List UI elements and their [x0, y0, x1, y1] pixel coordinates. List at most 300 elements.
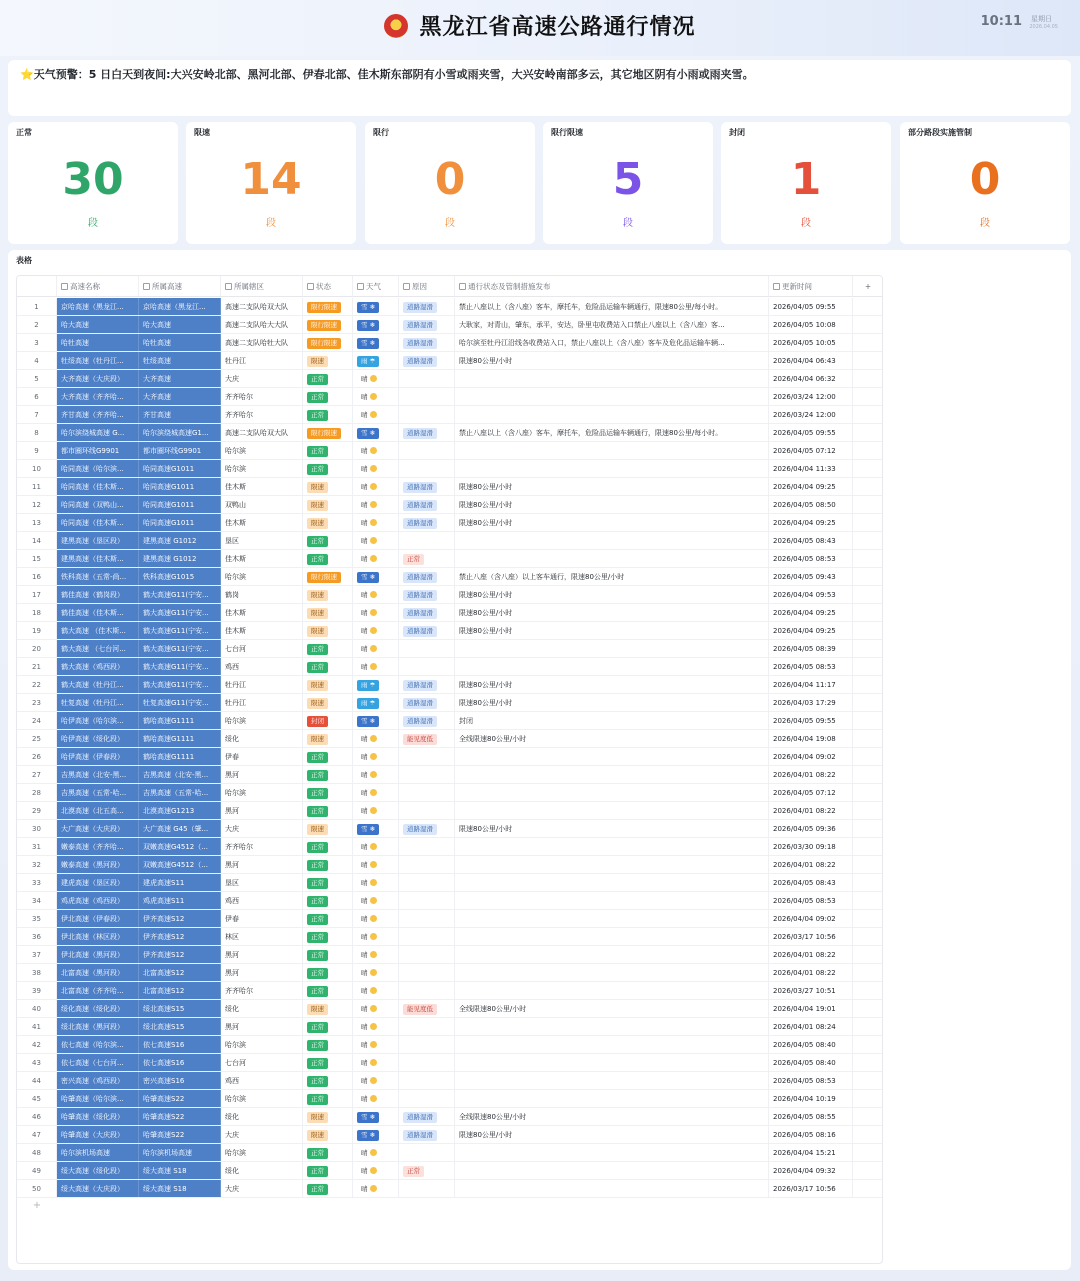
update-time-cell[interactable]: 2026/04/04 19:08: [769, 730, 853, 747]
status-cell[interactable]: [303, 604, 353, 621]
jurisdiction-cell[interactable]: 哈尔滨: [221, 442, 303, 459]
jurisdiction-cell[interactable]: 高速二支队哈大大队: [221, 316, 303, 333]
row-number-cell[interactable]: 40: [17, 1000, 57, 1017]
highway-name-cell[interactable]: 铁科高速（五常-尚...: [57, 568, 139, 585]
highway-name-cell[interactable]: 鹤大高速（牡丹江...: [57, 676, 139, 693]
status-cell[interactable]: [303, 856, 353, 873]
highway-name-cell[interactable]: 鹤佳高速（鹤岗段）: [57, 586, 139, 603]
update-time-cell[interactable]: 2026/04/05 07:12: [769, 442, 853, 459]
traffic-notice-cell[interactable]: [455, 982, 769, 999]
weather-cell[interactable]: [353, 1126, 399, 1143]
reason-cell[interactable]: [399, 622, 455, 639]
update-time-cell[interactable]: 2026/04/05 10:05: [769, 334, 853, 351]
reason-cell[interactable]: [399, 316, 455, 333]
reason-cell[interactable]: [399, 856, 455, 873]
status-cell[interactable]: [303, 658, 353, 675]
parent-highway-cell[interactable]: 鹤大高速G11(宁安...: [139, 622, 221, 639]
traffic-notice-cell[interactable]: 限速80公里/小时: [455, 820, 769, 837]
header-weather[interactable]: [353, 276, 399, 296]
table-row[interactable]: [17, 676, 883, 694]
weather-cell[interactable]: [353, 694, 399, 711]
reason-cell[interactable]: [399, 964, 455, 981]
update-time-cell[interactable]: 2026/04/04 09:02: [769, 910, 853, 927]
status-cell[interactable]: [303, 424, 353, 441]
table-row[interactable]: [17, 442, 883, 460]
jurisdiction-cell[interactable]: 佳木斯: [221, 604, 303, 621]
table-row[interactable]: [17, 1126, 883, 1144]
jurisdiction-cell[interactable]: 黑河: [221, 946, 303, 963]
table-row[interactable]: [17, 586, 883, 604]
parent-highway-cell[interactable]: 伊齐高速S12: [139, 946, 221, 963]
parent-highway-cell[interactable]: 北富高速S12: [139, 964, 221, 981]
update-time-cell[interactable]: 2026/04/05 07:12: [769, 784, 853, 801]
jurisdiction-cell[interactable]: 七台河: [221, 640, 303, 657]
row-number-cell[interactable]: 46: [17, 1108, 57, 1125]
weather-cell[interactable]: [353, 334, 399, 351]
highway-name-cell[interactable]: 鹤大高速（鸡西段）: [57, 658, 139, 675]
traffic-notice-cell[interactable]: [455, 658, 769, 675]
highway-name-cell[interactable]: 哈同高速（佳木斯...: [57, 514, 139, 531]
traffic-notice-cell[interactable]: [455, 1072, 769, 1089]
reason-cell[interactable]: [399, 1036, 455, 1053]
parent-highway-cell[interactable]: 大齐高速: [139, 370, 221, 387]
row-number-cell[interactable]: 45: [17, 1090, 57, 1107]
highway-name-cell[interactable]: 哈牡高速: [57, 334, 139, 351]
reason-cell[interactable]: [399, 640, 455, 657]
traffic-notice-cell[interactable]: 限速80公里/小时: [455, 496, 769, 513]
row-number-cell[interactable]: 16: [17, 568, 57, 585]
row-number-cell[interactable]: 8: [17, 424, 57, 441]
reason-cell[interactable]: [399, 514, 455, 531]
highway-name-cell[interactable]: 绥大高速（大庆段）: [57, 1180, 139, 1197]
weather-cell[interactable]: [353, 442, 399, 459]
parent-highway-cell[interactable]: 哈尔滨绕城高速G1...: [139, 424, 221, 441]
weather-cell[interactable]: [353, 1108, 399, 1125]
table-row[interactable]: [17, 532, 883, 550]
table-row[interactable]: [17, 892, 883, 910]
jurisdiction-cell[interactable]: 哈尔滨: [221, 1036, 303, 1053]
table-row[interactable]: [17, 658, 883, 676]
parent-highway-cell[interactable]: 吉黑高速（北安-黑...: [139, 766, 221, 783]
weather-cell[interactable]: [353, 298, 399, 315]
update-time-cell[interactable]: 2026/04/05 09:43: [769, 568, 853, 585]
parent-highway-cell[interactable]: 哈大高速: [139, 316, 221, 333]
reason-cell[interactable]: [399, 928, 455, 945]
parent-highway-cell[interactable]: 哈同高速G1011: [139, 478, 221, 495]
weather-cell[interactable]: [353, 820, 399, 837]
update-time-cell[interactable]: 2026/04/05 08:53: [769, 892, 853, 909]
weather-cell[interactable]: [353, 622, 399, 639]
parent-highway-cell[interactable]: 大齐高速: [139, 388, 221, 405]
table-row[interactable]: [17, 766, 883, 784]
status-cell[interactable]: [303, 496, 353, 513]
jurisdiction-cell[interactable]: 佳木斯: [221, 514, 303, 531]
update-time-cell[interactable]: 2026/04/04 09:32: [769, 1162, 853, 1179]
reason-cell[interactable]: [399, 982, 455, 999]
header-add-column[interactable]: [853, 276, 883, 296]
jurisdiction-cell[interactable]: 佳木斯: [221, 622, 303, 639]
table-row[interactable]: [17, 928, 883, 946]
weather-cell[interactable]: [353, 676, 399, 693]
highway-name-cell[interactable]: 北漠高速（北五高...: [57, 802, 139, 819]
table-row[interactable]: [17, 712, 883, 730]
reason-cell[interactable]: [399, 784, 455, 801]
weather-cell[interactable]: [353, 1000, 399, 1017]
highway-name-cell[interactable]: 绥大高速（绥化段）: [57, 1162, 139, 1179]
row-number-cell[interactable]: 44: [17, 1072, 57, 1089]
traffic-notice-cell[interactable]: 封闭: [455, 712, 769, 729]
status-cell[interactable]: [303, 784, 353, 801]
traffic-notice-cell[interactable]: 限速80公里/小时: [455, 622, 769, 639]
table-row[interactable]: [17, 352, 883, 370]
update-time-cell[interactable]: 2026/04/05 09:55: [769, 298, 853, 315]
row-number-cell[interactable]: 50: [17, 1180, 57, 1197]
table-row[interactable]: [17, 1036, 883, 1054]
header-row-number[interactable]: [17, 276, 57, 296]
highway-name-cell[interactable]: 北富高速（齐齐哈...: [57, 982, 139, 999]
traffic-notice-cell[interactable]: [455, 640, 769, 657]
parent-highway-cell[interactable]: 绥北高速S15: [139, 1000, 221, 1017]
row-number-cell[interactable]: 23: [17, 694, 57, 711]
highway-name-cell[interactable]: 鹤大高速 （佳木斯...: [57, 622, 139, 639]
weather-cell[interactable]: [353, 352, 399, 369]
reason-cell[interactable]: [399, 1000, 455, 1017]
update-time-cell[interactable]: 2026/04/04 10:19: [769, 1090, 853, 1107]
traffic-notice-cell[interactable]: 限速80公里/小时: [455, 514, 769, 531]
table-row[interactable]: [17, 1180, 883, 1198]
jurisdiction-cell[interactable]: 大庆: [221, 820, 303, 837]
row-number-cell[interactable]: 48: [17, 1144, 57, 1161]
status-cell[interactable]: [303, 820, 353, 837]
jurisdiction-cell[interactable]: 哈尔滨: [221, 460, 303, 477]
update-time-cell[interactable]: 2026/04/05 08:40: [769, 1036, 853, 1053]
status-cell[interactable]: [303, 676, 353, 693]
jurisdiction-cell[interactable]: 伊春: [221, 748, 303, 765]
traffic-notice-cell[interactable]: 哈尔滨至牡丹江沿线各收费站入口，禁止八座以上（含八座）客车及危化品运输车辆...: [455, 334, 769, 351]
table-row[interactable]: [17, 784, 883, 802]
reason-cell[interactable]: [399, 568, 455, 585]
jurisdiction-cell[interactable]: 黑河: [221, 1018, 303, 1035]
highway-name-cell[interactable]: 哈伊高速（绥化段）: [57, 730, 139, 747]
weather-cell[interactable]: [353, 424, 399, 441]
status-cell[interactable]: [303, 766, 353, 783]
parent-highway-cell[interactable]: 铁科高速G1015: [139, 568, 221, 585]
traffic-notice-cell[interactable]: [455, 1144, 769, 1161]
traffic-notice-cell[interactable]: [455, 388, 769, 405]
parent-highway-cell[interactable]: 北漠高速G1213: [139, 802, 221, 819]
reason-cell[interactable]: [399, 406, 455, 423]
traffic-notice-cell[interactable]: 禁止八座以上（含八座）客车，摩托车，危险品运输车辆通行，限速80公里/每小时。: [455, 424, 769, 441]
update-time-cell[interactable]: 2026/04/03 17:29: [769, 694, 853, 711]
row-number-cell[interactable]: 5: [17, 370, 57, 387]
jurisdiction-cell[interactable]: 齐齐哈尔: [221, 388, 303, 405]
table-row[interactable]: [17, 910, 883, 928]
jurisdiction-cell[interactable]: 高速二支队哈双大队: [221, 298, 303, 315]
status-cell[interactable]: [303, 730, 353, 747]
parent-highway-cell[interactable]: 吉黑高速（五常-哈...: [139, 784, 221, 801]
status-cell[interactable]: [303, 1036, 353, 1053]
table-row[interactable]: [17, 1054, 883, 1072]
traffic-notice-cell[interactable]: [455, 1018, 769, 1035]
row-number-cell[interactable]: 9: [17, 442, 57, 459]
reason-cell[interactable]: [399, 604, 455, 621]
jurisdiction-cell[interactable]: 大庆: [221, 1126, 303, 1143]
row-number-cell[interactable]: 2: [17, 316, 57, 333]
update-time-cell[interactable]: 2026/04/05 08:40: [769, 1054, 853, 1071]
reason-cell[interactable]: [399, 874, 455, 891]
highway-name-cell[interactable]: 哈同高速（佳木斯...: [57, 478, 139, 495]
traffic-notice-cell[interactable]: [455, 1090, 769, 1107]
update-time-cell[interactable]: 2026/04/01 08:22: [769, 802, 853, 819]
highway-name-cell[interactable]: 鹤佳高速（佳木斯...: [57, 604, 139, 621]
weather-cell[interactable]: [353, 1180, 399, 1197]
traffic-notice-cell[interactable]: [455, 532, 769, 549]
reason-cell[interactable]: [399, 1090, 455, 1107]
traffic-notice-cell[interactable]: [455, 766, 769, 783]
parent-highway-cell[interactable]: 绥大高速 S18: [139, 1162, 221, 1179]
table-row[interactable]: [17, 1000, 883, 1018]
highway-name-cell[interactable]: 哈大高速: [57, 316, 139, 333]
parent-highway-cell[interactable]: 牡绥高速: [139, 352, 221, 369]
weather-cell[interactable]: [353, 1036, 399, 1053]
update-time-cell[interactable]: 2026/04/01 08:22: [769, 766, 853, 783]
reason-cell[interactable]: [399, 748, 455, 765]
status-cell[interactable]: [303, 928, 353, 945]
weather-cell[interactable]: [353, 1144, 399, 1161]
weather-cell[interactable]: [353, 892, 399, 909]
status-cell[interactable]: [303, 982, 353, 999]
update-time-cell[interactable]: 2026/04/05 08:53: [769, 1072, 853, 1089]
jurisdiction-cell[interactable]: 牡丹江: [221, 352, 303, 369]
status-cell[interactable]: [303, 910, 353, 927]
highway-name-cell[interactable]: 哈伊高速（哈尔滨...: [57, 712, 139, 729]
reason-cell[interactable]: [399, 1018, 455, 1035]
row-number-cell[interactable]: 26: [17, 748, 57, 765]
jurisdiction-cell[interactable]: 哈尔滨: [221, 1090, 303, 1107]
traffic-notice-cell[interactable]: [455, 964, 769, 981]
jurisdiction-cell[interactable]: 齐齐哈尔: [221, 982, 303, 999]
highway-name-cell[interactable]: 密兴高速（鸡西段）: [57, 1072, 139, 1089]
status-cell[interactable]: [303, 460, 353, 477]
update-time-cell[interactable]: 2026/03/30 09:18: [769, 838, 853, 855]
status-cell[interactable]: [303, 1162, 353, 1179]
update-time-cell[interactable]: 2026/04/04 06:43: [769, 352, 853, 369]
highway-name-cell[interactable]: 牡复高速（牡丹江...: [57, 694, 139, 711]
row-number-cell[interactable]: 21: [17, 658, 57, 675]
reason-cell[interactable]: [399, 1144, 455, 1161]
traffic-notice-cell[interactable]: [455, 370, 769, 387]
parent-highway-cell[interactable]: 牡复高速G11(宁安...: [139, 694, 221, 711]
traffic-notice-cell[interactable]: 限速80公里/小时: [455, 586, 769, 603]
weather-cell[interactable]: [353, 1054, 399, 1071]
parent-highway-cell[interactable]: 鹤大高速G11(宁安...: [139, 604, 221, 621]
parent-highway-cell[interactable]: 绥北高速S15: [139, 1018, 221, 1035]
weather-cell[interactable]: [353, 550, 399, 567]
weather-cell[interactable]: [353, 496, 399, 513]
highway-name-cell[interactable]: 哈同高速（哈尔滨...: [57, 460, 139, 477]
row-number-cell[interactable]: 18: [17, 604, 57, 621]
reason-cell[interactable]: [399, 1108, 455, 1125]
reason-cell[interactable]: [399, 910, 455, 927]
status-cell[interactable]: [303, 568, 353, 585]
parent-highway-cell[interactable]: 双嫩高速G4512（...: [139, 838, 221, 855]
jurisdiction-cell[interactable]: 大庆: [221, 1180, 303, 1197]
traffic-notice-cell[interactable]: [455, 406, 769, 423]
row-number-cell[interactable]: 25: [17, 730, 57, 747]
table-row[interactable]: [17, 982, 883, 1000]
traffic-notice-cell[interactable]: [455, 460, 769, 477]
status-cell[interactable]: [303, 352, 353, 369]
status-cell[interactable]: [303, 1072, 353, 1089]
reason-cell[interactable]: [399, 1054, 455, 1071]
parent-highway-cell[interactable]: 鹤大高速G11(宁安...: [139, 676, 221, 693]
jurisdiction-cell[interactable]: 黑河: [221, 856, 303, 873]
highway-name-cell[interactable]: 哈尔滨机场高速: [57, 1144, 139, 1161]
row-number-cell[interactable]: 17: [17, 586, 57, 603]
weather-cell[interactable]: [353, 640, 399, 657]
row-number-cell[interactable]: 22: [17, 676, 57, 693]
update-time-cell[interactable]: 2026/04/05 09:55: [769, 424, 853, 441]
weather-cell[interactable]: [353, 784, 399, 801]
table-row[interactable]: [17, 694, 883, 712]
row-number-cell[interactable]: 10: [17, 460, 57, 477]
status-cell[interactable]: [303, 712, 353, 729]
highway-name-cell[interactable]: 嫩泰高速（齐齐哈...: [57, 838, 139, 855]
weather-cell[interactable]: [353, 586, 399, 603]
reason-cell[interactable]: [399, 946, 455, 963]
parent-highway-cell[interactable]: 哈同高速G1011: [139, 460, 221, 477]
reason-cell[interactable]: [399, 298, 455, 315]
weather-cell[interactable]: [353, 1072, 399, 1089]
table-row[interactable]: [17, 874, 883, 892]
status-cell[interactable]: [303, 1000, 353, 1017]
table-row[interactable]: [17, 1108, 883, 1126]
row-number-cell[interactable]: 13: [17, 514, 57, 531]
highway-name-cell[interactable]: 哈伊高速（伊春段）: [57, 748, 139, 765]
reason-cell[interactable]: [399, 460, 455, 477]
highway-name-cell[interactable]: 哈肇高速（绥化段）: [57, 1108, 139, 1125]
table-row[interactable]: [17, 334, 883, 352]
parent-highway-cell[interactable]: 依七高速S16: [139, 1054, 221, 1071]
update-time-cell[interactable]: 2026/03/24 12:00: [769, 406, 853, 423]
highway-name-cell[interactable]: 北富高速（黑河段）: [57, 964, 139, 981]
update-time-cell[interactable]: 2026/04/05 08:43: [769, 532, 853, 549]
reason-cell[interactable]: [399, 352, 455, 369]
update-time-cell[interactable]: 2026/04/04 09:25: [769, 514, 853, 531]
jurisdiction-cell[interactable]: 佳木斯: [221, 478, 303, 495]
parent-highway-cell[interactable]: 建黑高速 G1012: [139, 532, 221, 549]
table-row[interactable]: [17, 730, 883, 748]
jurisdiction-cell[interactable]: 鹤岗: [221, 586, 303, 603]
traffic-notice-cell[interactable]: [455, 910, 769, 927]
reason-cell[interactable]: [399, 1072, 455, 1089]
highway-name-cell[interactable]: 建虎高速（垦区段）: [57, 874, 139, 891]
parent-highway-cell[interactable]: 哈牡高速: [139, 334, 221, 351]
jurisdiction-cell[interactable]: 哈尔滨: [221, 1144, 303, 1161]
reason-cell[interactable]: [399, 1126, 455, 1143]
update-time-cell[interactable]: 2026/04/01 08:24: [769, 1018, 853, 1035]
jurisdiction-cell[interactable]: 黑河: [221, 802, 303, 819]
highway-name-cell[interactable]: 齐甘高速（齐齐哈...: [57, 406, 139, 423]
traffic-notice-cell[interactable]: [455, 550, 769, 567]
reason-cell[interactable]: [399, 424, 455, 441]
traffic-notice-cell[interactable]: 限速80公里/小时: [455, 352, 769, 369]
traffic-notice-cell[interactable]: 全线限速80公里/小时: [455, 1000, 769, 1017]
row-number-cell[interactable]: 42: [17, 1036, 57, 1053]
highway-name-cell[interactable]: 哈肇高速（大庆段）: [57, 1126, 139, 1143]
row-number-cell[interactable]: 15: [17, 550, 57, 567]
jurisdiction-cell[interactable]: 齐齐哈尔: [221, 406, 303, 423]
row-number-cell[interactable]: 11: [17, 478, 57, 495]
jurisdiction-cell[interactable]: 双鸭山: [221, 496, 303, 513]
row-number-cell[interactable]: 43: [17, 1054, 57, 1071]
table-row[interactable]: [17, 748, 883, 766]
jurisdiction-cell[interactable]: 鸡西: [221, 1072, 303, 1089]
weather-cell[interactable]: [353, 964, 399, 981]
reason-cell[interactable]: [399, 892, 455, 909]
add-row-button[interactable]: +: [32, 1200, 42, 1211]
highway-name-cell[interactable]: 哈尔滨绕城高速 G...: [57, 424, 139, 441]
update-time-cell[interactable]: 2026/04/05 08:43: [769, 874, 853, 891]
reason-cell[interactable]: [399, 838, 455, 855]
weather-cell[interactable]: [353, 856, 399, 873]
weather-cell[interactable]: [353, 928, 399, 945]
table-row[interactable]: [17, 820, 883, 838]
parent-highway-cell[interactable]: 伊齐高速S12: [139, 928, 221, 945]
table-row[interactable]: [17, 406, 883, 424]
update-time-cell[interactable]: 2026/04/04 06:32: [769, 370, 853, 387]
traffic-notice-cell[interactable]: [455, 442, 769, 459]
table-row[interactable]: [17, 478, 883, 496]
jurisdiction-cell[interactable]: 伊春: [221, 910, 303, 927]
highway-name-cell[interactable]: 京哈高速（黑龙江...: [57, 298, 139, 315]
weather-cell[interactable]: [353, 460, 399, 477]
row-number-cell[interactable]: 7: [17, 406, 57, 423]
row-number-cell[interactable]: 24: [17, 712, 57, 729]
jurisdiction-cell[interactable]: 佳木斯: [221, 550, 303, 567]
highway-name-cell[interactable]: 都市圈环线G9901: [57, 442, 139, 459]
row-number-cell[interactable]: 32: [17, 856, 57, 873]
highway-name-cell[interactable]: 建黑高速（佳木斯...: [57, 550, 139, 567]
highway-name-cell[interactable]: 鸡虎高速（鸡西段）: [57, 892, 139, 909]
update-time-cell[interactable]: 2026/04/04 15:21: [769, 1144, 853, 1161]
traffic-notice-cell[interactable]: 禁止八座（含八座）以上客车通行，限速80公里/小时: [455, 568, 769, 585]
update-time-cell[interactable]: 2026/04/05 08:50: [769, 496, 853, 513]
traffic-notice-cell[interactable]: [455, 928, 769, 945]
status-cell[interactable]: [303, 388, 353, 405]
jurisdiction-cell[interactable]: 鸡西: [221, 658, 303, 675]
traffic-notice-cell[interactable]: [455, 1036, 769, 1053]
status-cell[interactable]: [303, 964, 353, 981]
jurisdiction-cell[interactable]: 垦区: [221, 532, 303, 549]
traffic-notice-cell[interactable]: 大耿家，对青山，肇东，承平，安达，卧里屯收费站入口禁止八座以上（含八座）客...: [455, 316, 769, 333]
status-cell[interactable]: [303, 370, 353, 387]
update-time-cell[interactable]: 2026/04/04 09:53: [769, 586, 853, 603]
reason-cell[interactable]: [399, 1180, 455, 1197]
parent-highway-cell[interactable]: 密兴高速S16: [139, 1072, 221, 1089]
jurisdiction-cell[interactable]: 绥化: [221, 1000, 303, 1017]
weather-cell[interactable]: [353, 604, 399, 621]
status-cell[interactable]: [303, 334, 353, 351]
status-cell[interactable]: [303, 316, 353, 333]
status-cell[interactable]: [303, 514, 353, 531]
parent-highway-cell[interactable]: 大广高速 G45（肇...: [139, 820, 221, 837]
weather-cell[interactable]: [353, 388, 399, 405]
traffic-notice-cell[interactable]: [455, 784, 769, 801]
highway-name-cell[interactable]: 牡绥高速（牡丹江...: [57, 352, 139, 369]
weather-cell[interactable]: [353, 766, 399, 783]
table-row[interactable]: [17, 604, 883, 622]
